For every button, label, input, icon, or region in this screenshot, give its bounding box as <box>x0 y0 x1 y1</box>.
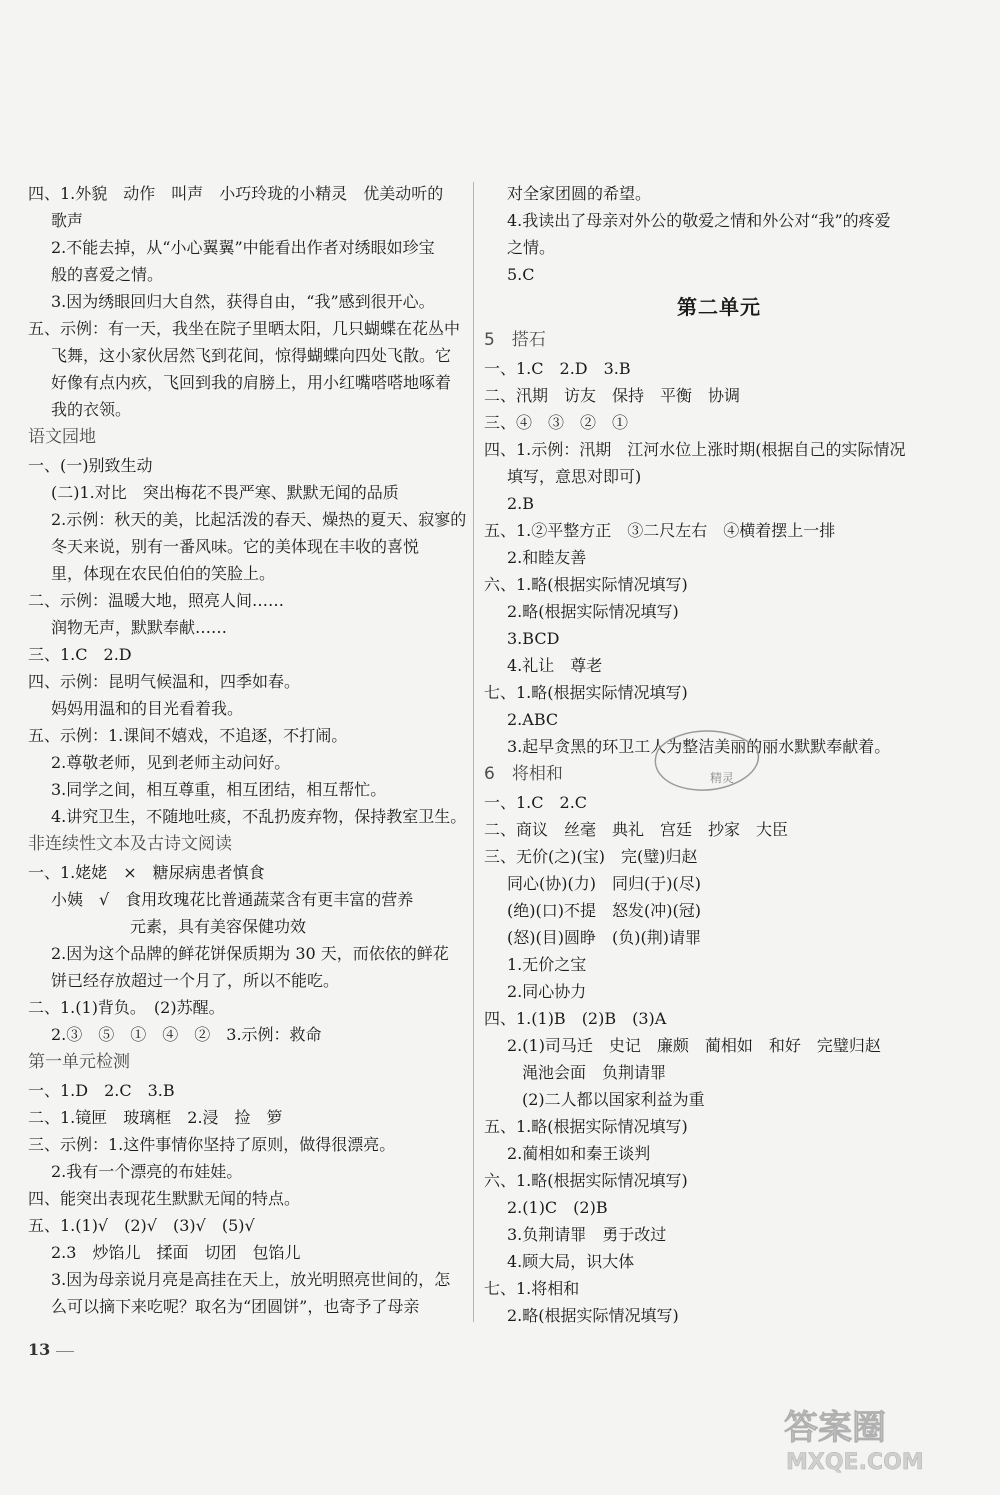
section-heading: 6 将相和 <box>484 764 563 784</box>
answer-line: 3.BCD <box>507 629 560 648</box>
answer-line: 般的喜爱之情。 <box>51 265 164 284</box>
answer-line: 小姨 √ 食用玫瑰花比普通蔬菜含有更丰富的营养 <box>51 890 414 909</box>
answer-line: 三、1.C 2.D <box>28 645 132 664</box>
answer-line: 五、1.②平整方正 ③二尺左右 ④横着摆上一排 <box>484 521 836 540</box>
watermark-text: 答案圈 <box>784 1408 886 1448</box>
answer-line: 3.因为母亲说月亮是高挂在天上，放光明照亮世间的，怎 <box>51 1270 451 1289</box>
answer-line: 1.无价之宝 <box>507 955 587 974</box>
answer-line: 四、能突出表现花生默默无闻的特点。 <box>28 1189 301 1208</box>
answer-line: 2.示例：秋天的美，比起活泼的春天、燥热的夏天、寂寥的 <box>51 510 467 529</box>
answer-line: (怒)(目)圆睁 (负)(荆)请罪 <box>507 928 701 947</box>
answer-line: 填写，意思对即可) <box>507 467 642 486</box>
answer-line: 歌声 <box>51 211 84 230</box>
answer-line: 四、示例：昆明气候温和，四季如春。 <box>28 672 301 691</box>
answer-line: 一、1.C 2.C <box>484 793 588 812</box>
answer-line: (2)二人都以国家利益为重 <box>522 1090 705 1109</box>
answer-line: 2.蔺相如和秦王谈判 <box>507 1144 651 1163</box>
answer-line: 二、汛期 访友 保持 平衡 协调 <box>484 386 741 405</box>
answer-line: 一、1.C 2.D 3.B <box>484 359 631 378</box>
section-heading: 第一单元检测 <box>28 1052 130 1072</box>
answer-line: 2.和睦友善 <box>507 548 587 567</box>
answer-line: 3.同学之间，相互尊重，相互团结，相互帮忙。 <box>51 780 387 799</box>
page-number: 13 <box>28 1340 51 1359</box>
answer-line: 之情。 <box>507 238 556 257</box>
answer-line: 2.略(根据实际情况填写) <box>507 602 679 621</box>
answer-line: 七、1.略(根据实际情况填写) <box>484 683 688 702</box>
answer-line: 2.B <box>507 494 535 513</box>
answer-line: 4.礼让 尊老 <box>507 656 603 675</box>
answer-line: 2.(1)司马迁 史记 廉颇 蔺相如 和好 完璧归赵 <box>507 1036 881 1055</box>
answer-line: 4.讲究卫生，不随地吐痰，不乱扔废弃物，保持教室卫生。 <box>51 807 467 826</box>
answer-line: 五、1.(1)√ (2)√ (3)√ (5)√ <box>28 1216 255 1235</box>
answer-line: 2.我有一个漂亮的布娃娃。 <box>51 1162 243 1181</box>
answer-line: 4.顾大局，识大体 <box>507 1252 635 1271</box>
unit-heading: 第二单元 <box>677 295 761 319</box>
answer-line: 渑池会面 负荆请罪 <box>522 1063 667 1082</box>
answer-line: 3.因为绣眼回归大自然，获得自由，“我”感到很开心。 <box>51 292 435 311</box>
answer-line: 润物无声，默默奉献…… <box>51 618 228 637</box>
answer-line: 我的衣领。 <box>51 400 132 419</box>
answer-line: 2.同心协力 <box>507 982 587 1001</box>
answer-line: 2.尊敬老师，见到老师主动问好。 <box>51 753 291 772</box>
answer-line: 飞舞，这小家伙居然飞到花间，惊得蝴蝶向四处飞散。它 <box>51 346 452 365</box>
answer-line: 元素，具有美容保健功效 <box>66 917 307 936</box>
answer-line: 4.我读出了母亲对外公的敬爱之情和外公对“我”的疼爱 <box>507 211 891 230</box>
answer-line: 2.因为这个品牌的鲜花饼保质期为 30 天，而依依的鲜花 <box>51 944 449 963</box>
answer-line: 2.不能去掉，从“小心翼翼”中能看出作者对绣眼如珍宝 <box>51 238 435 257</box>
answer-line: 二、1.镜匣 玻璃框 2.浸 捡 箩 <box>28 1108 283 1127</box>
answer-line: 冬天来说，别有一番风味。它的美体现在丰收的喜悦 <box>51 537 420 556</box>
answer-line: 二、1.(1)背负。 (2)苏醒。 <box>28 998 225 1017</box>
answer-line: 五、示例：1.课间不嬉戏，不追逐，不打闹。 <box>28 726 348 745</box>
page-number-dash <box>56 1351 74 1352</box>
answer-line: 2.略(根据实际情况填写) <box>507 1306 679 1325</box>
answer-line: 3.起早贪黑的环卫工人为整洁美丽的丽水默默奉献着。 <box>507 737 891 756</box>
answer-line: 三、无价(之)(宝) 完(璧)归赵 <box>484 847 698 866</box>
answer-line: (二)1.对比 突出梅花不畏严寒、默默无闻的品质 <box>51 483 399 502</box>
answer-line: 2.(1)C (2)B <box>507 1198 608 1217</box>
answer-line: 二、商议 丝毫 典礼 宫廷 抄家 大臣 <box>484 820 789 839</box>
stamp-text: 精灵 <box>710 771 735 785</box>
answer-line: 六、1.略(根据实际情况填写) <box>484 1171 688 1190</box>
watermark-logo <box>772 1399 982 1477</box>
answer-line: 2.3 炒馅儿 揉面 切团 包馅儿 <box>51 1243 301 1262</box>
answer-line: 对全家团圆的希望。 <box>507 184 652 203</box>
column-divider <box>473 182 474 1322</box>
left-column <box>28 180 468 1320</box>
answer-line: 七、1.将相和 <box>484 1279 580 1298</box>
answer-line: 三、示例：1.这件事情你坚持了原则，做得很漂亮。 <box>28 1135 396 1154</box>
stamp-image <box>638 720 778 798</box>
answer-line: 一、1.姥姥 × 糖尿病患者慎食 <box>28 863 265 882</box>
answer-line: 五、示例：有一天，我坐在院子里晒太阳，几只蝴蝶在花丛中 <box>28 319 461 338</box>
answer-line: 四、1.示例：汛期 江河水位上涨时期(根据自己的实际情况 <box>484 440 906 459</box>
answer-line: 5.C <box>507 265 535 284</box>
answer-line: 一、1.D 2.C 3.B <box>28 1081 175 1100</box>
answer-line: 3.负荆请罪 勇于改过 <box>507 1225 667 1244</box>
answer-line: 同心(协)(力) 同归(于)(尽) <box>507 874 701 893</box>
section-heading: 语文园地 <box>28 427 96 447</box>
answer-line: 里，体现在农民伯伯的笑脸上。 <box>51 564 276 583</box>
answer-line: 2.ABC <box>507 710 559 729</box>
answer-line: 么可以摘下来吃呢？取名为“团圆饼”，也寄予了母亲 <box>51 1297 420 1316</box>
answer-line: (绝)(口)不提 怒发(冲)(冠) <box>507 901 701 920</box>
answer-line: 2.③ ⑤ ① ④ ② 3.示例：救命 <box>51 1025 322 1044</box>
section-heading: 5 搭石 <box>484 330 546 350</box>
answer-line: 六、1.略(根据实际情况填写) <box>484 575 688 594</box>
answer-line: 五、1.略(根据实际情况填写) <box>484 1117 688 1136</box>
watermark-url: MXQE.COM <box>786 1450 924 1475</box>
answer-line: 三、④ ③ ② ① <box>484 413 629 432</box>
answer-line: 饼已经存放超过一个月了，所以不能吃。 <box>51 971 340 990</box>
answer-line: 二、示例：温暖大地，照亮人间…… <box>28 591 285 610</box>
answer-line: 好像有点内疚，飞回到我的肩膀上，用小红嘴嗒嗒地啄着 <box>51 373 452 392</box>
section-heading: 非连续性文本及古诗文阅读 <box>28 834 232 854</box>
answer-line: 四、1.外貌 动作 叫声 小巧玲珑的小精灵 优美动听的 <box>28 184 444 203</box>
answer-line: 一、(一)别致生动 <box>28 456 153 475</box>
answer-line: 四、1.(1)B (2)B (3)A <box>484 1009 667 1028</box>
answer-line: 妈妈用温和的目光看着我。 <box>51 699 244 718</box>
